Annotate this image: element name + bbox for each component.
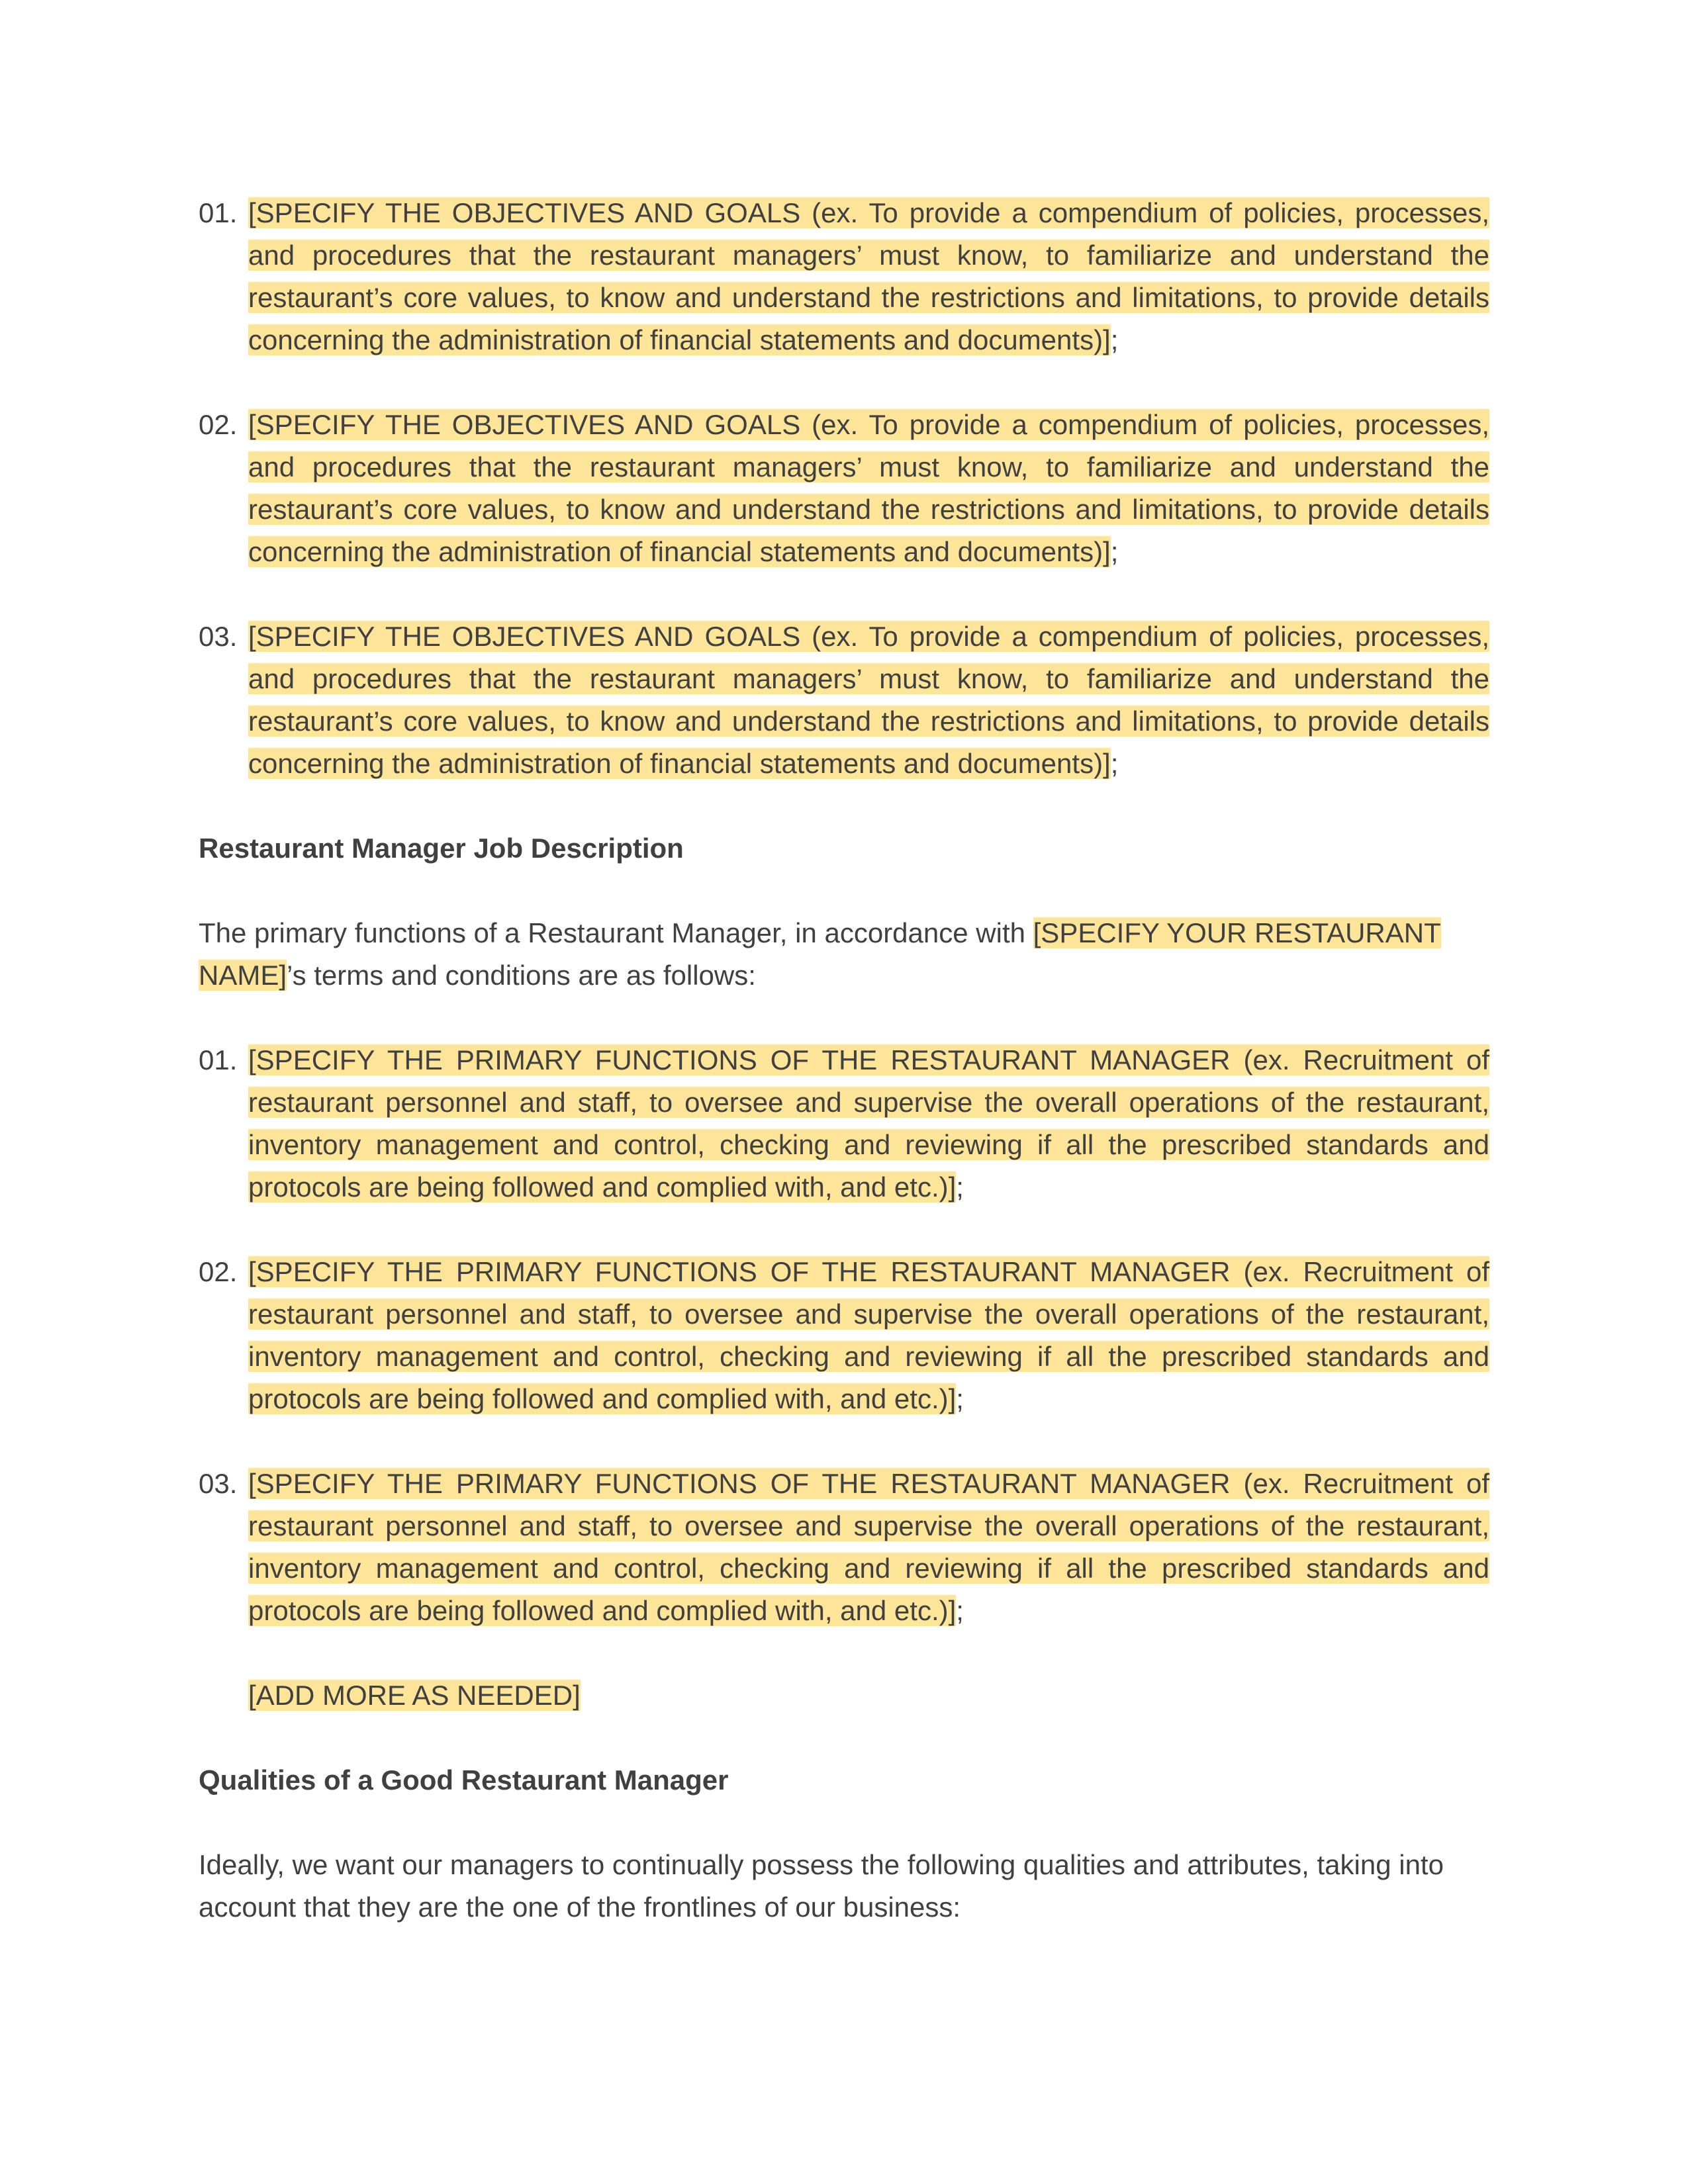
list-item	[199, 404, 1489, 573]
list-item-tail: ;	[1110, 536, 1119, 567]
section-heading-job-description: Restaurant Manager Job Description	[199, 833, 684, 864]
list-item-text	[248, 1039, 1489, 1208]
section-heading-qualities: Qualities of a Good Restaurant Manager	[199, 1764, 729, 1796]
list-item-text	[248, 1463, 1489, 1632]
list-item-tail: ;	[956, 1171, 964, 1203]
list-item	[199, 1251, 1489, 1420]
qualities-intro: Ideally, we want our managers to continually possess the following qualities and attributes, taking into account that they are the one of the frontlines of our business:	[199, 1849, 1444, 1923]
list-item-tail: ;	[956, 1383, 964, 1414]
list-item-number: 02.	[199, 1256, 238, 1287]
list-item-number: 02.	[199, 409, 238, 440]
job-description-intro	[199, 912, 1489, 997]
list-item	[199, 192, 1489, 361]
list-item-text	[248, 1251, 1489, 1420]
list-item-tail: ;	[1110, 324, 1119, 355]
placeholder-highlight: [SPECIFY THE OBJECTIVES AND GOALS (ex. To provide a compendium of policies, processes, and procedures that the restaurant managers’ must know, to familiarize and understand the restaurant’s core values, to know and understand the restrictions and limitations, to provide details concerning the administration of financial statements and documents)]	[248, 197, 1489, 355]
intro-text-after: ’s terms and conditions are as follows:	[287, 960, 756, 991]
add-more-placeholder: [ADD MORE AS NEEDED]	[248, 1680, 581, 1711]
list-item-tail: ;	[956, 1595, 964, 1626]
placeholder-highlight: [SPECIFY THE PRIMARY FUNCTIONS OF THE RESTAURANT MANAGER (ex. Recruitment of restaurant personnel and staff, to oversee and supervise the overall operations of the restaurant, inventory management and control, checking and reviewing if all the prescribed standards and protocols are being followed and complied with, and etc.)]	[248, 1044, 1489, 1203]
list-item	[199, 1039, 1489, 1208]
list-item-number: 03.	[199, 621, 238, 652]
intro-text-before: The primary functions of a Restaurant Manager, in accordance with	[199, 917, 1033, 948]
list-item-text	[248, 615, 1489, 785]
placeholder-highlight: [SPECIFY THE PRIMARY FUNCTIONS OF THE RESTAURANT MANAGER (ex. Recruitment of restaurant personnel and staff, to oversee and supervise the overall operations of the restaurant, inventory management and control, checking and reviewing if all the prescribed standards and protocols are being followed and complied with, and etc.)]	[248, 1256, 1489, 1414]
add-more-note	[248, 1674, 1489, 1717]
functions-list	[199, 1039, 1489, 1632]
list-item-number: 01.	[199, 1044, 238, 1075]
restaurant-name-placeholder: [SPECIFY YOUR RESTAURANT NAME]	[199, 917, 1441, 991]
list-item-text	[248, 404, 1489, 573]
placeholder-highlight: [SPECIFY THE OBJECTIVES AND GOALS (ex. To provide a compendium of policies, processes, and procedures that the restaurant managers’ must know, to familiarize and understand the restaurant’s core values, to know and understand the restrictions and limitations, to provide details concerning the administration of financial statements and documents)]	[248, 621, 1489, 779]
placeholder-highlight: [SPECIFY THE PRIMARY FUNCTIONS OF THE RESTAURANT MANAGER (ex. Recruitment of restaurant personnel and staff, to oversee and supervise the overall operations of the restaurant, inventory management and control, checking and reviewing if all the prescribed standards and protocols are being followed and complied with, and etc.)]	[248, 1468, 1489, 1626]
list-item-number: 01.	[199, 197, 238, 228]
list-item	[199, 615, 1489, 785]
document-page	[199, 192, 1489, 1971]
list-item-tail: ;	[1110, 748, 1119, 779]
objectives-list	[199, 192, 1489, 785]
list-item-text	[248, 192, 1489, 361]
placeholder-highlight: [SPECIFY THE OBJECTIVES AND GOALS (ex. To provide a compendium of policies, processes, and procedures that the restaurant managers’ must know, to familiarize and understand the restaurant’s core values, to know and understand the restrictions and limitations, to provide details concerning the administration of financial statements and documents)]	[248, 409, 1489, 567]
list-item-number: 03.	[199, 1468, 238, 1499]
list-item	[199, 1463, 1489, 1632]
